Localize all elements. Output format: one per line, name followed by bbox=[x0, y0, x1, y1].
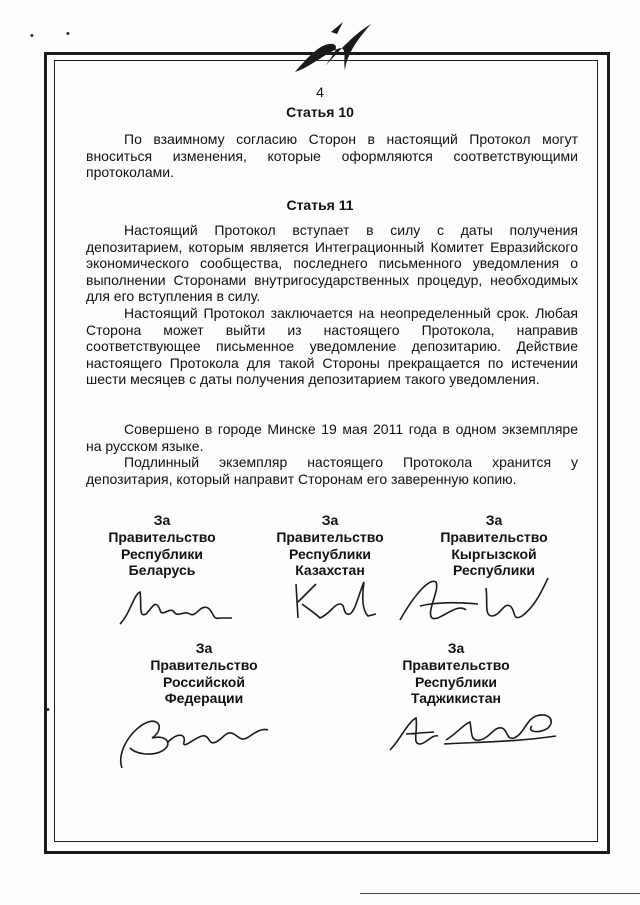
scan-dot: • bbox=[46, 704, 50, 716]
signatory-line: За bbox=[195, 640, 213, 656]
signatory-line: Кыргызской bbox=[451, 545, 537, 562]
signatory-line: Правительство bbox=[440, 528, 548, 545]
scan-dot: • bbox=[30, 30, 34, 42]
signature-tajikistan bbox=[386, 704, 566, 760]
signatory-line: Федерации bbox=[164, 690, 244, 707]
signature-kazakhstan bbox=[290, 574, 380, 624]
signatory-line: За bbox=[447, 640, 465, 656]
emblem-seal bbox=[285, 14, 377, 80]
page-edge-line bbox=[360, 893, 640, 894]
signature-kyrgyzstan bbox=[396, 572, 556, 632]
signatory-russia bbox=[134, 640, 274, 707]
closing-original-kept: Подлинный экземпляр настоящего Протокола хранится у депозитария, который направит Сторонам его заверенную копию. bbox=[86, 454, 578, 487]
article-11-paragraph-2: Настоящий Протокол заключается на неопределенный срок. Любая Сторона может выйти из настоящего Протокола, направив соответствующее письменное уведомление депозитарию. Действие настоящего Протокола для такой Стороны прекращается по истечении шести месяцев с даты получения депозитарием такого уведомления. bbox=[86, 305, 578, 388]
signatory-line: Правительство bbox=[150, 656, 258, 673]
signatory-line: Казахстан bbox=[295, 562, 365, 579]
signatory-kazakhstan bbox=[260, 512, 400, 579]
signatory-line: Российской bbox=[163, 673, 245, 690]
closing-done-at: Совершено в городе Минске 19 мая 2011 года в одном экземпляре на русском языке. bbox=[86, 421, 578, 454]
page-number: 4 bbox=[316, 84, 324, 100]
signatory-line: Правительство bbox=[402, 656, 510, 673]
signature-belarus bbox=[116, 584, 236, 632]
signatory-line: Беларусь bbox=[128, 562, 196, 579]
signatory-line: За bbox=[153, 512, 171, 528]
article-10-heading: Статья 10 bbox=[286, 104, 354, 120]
signature-russia bbox=[112, 708, 272, 774]
signatory-line: За bbox=[485, 512, 503, 528]
signatory-kyrgyzstan bbox=[424, 512, 564, 579]
signatory-line: Правительство bbox=[276, 528, 384, 545]
signatory-line: Правительство bbox=[108, 528, 216, 545]
signatory-line: Республики bbox=[120, 545, 204, 562]
article-10-paragraph: По взаимному согласию Сторон в настоящий Протокол могут вноситься изменения, которые оформляются соответствующими протоколами. bbox=[86, 131, 578, 181]
article-11-heading: Статья 11 bbox=[286, 197, 354, 213]
scan-dot: • bbox=[66, 28, 70, 40]
signatory-line: Республики bbox=[414, 673, 498, 690]
signatory-line: Республики bbox=[452, 562, 536, 579]
signatory-line: Таджикистан bbox=[411, 690, 501, 707]
signatory-tajikistan bbox=[386, 640, 526, 707]
signatory-line: Республики bbox=[288, 545, 372, 562]
article-11-paragraph-1: Настоящий Протокол вступает в силу с даты получения депозитарием, которым является Интеграционный Комитет Евразийского экономического сообщества, последнего письменного уведомления о выполнении Сторонами внутригосударственных процедур, необходимых для его вступления в силу. bbox=[86, 222, 578, 305]
signatory-line: За bbox=[321, 512, 339, 528]
signatory-belarus bbox=[92, 512, 232, 579]
